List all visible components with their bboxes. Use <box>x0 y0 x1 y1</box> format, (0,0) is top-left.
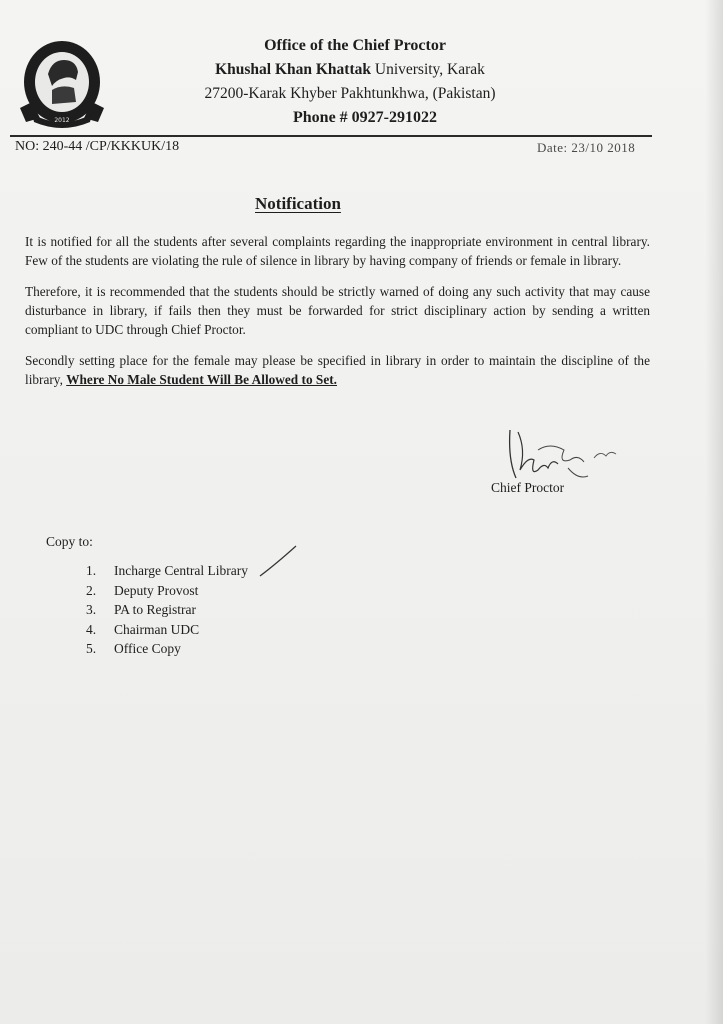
paragraph-3-emphasis: Where No Male Student Will Be Allowed to Set. <box>66 372 337 387</box>
phone-number: Phone # 0927-291022 <box>293 109 437 126</box>
paragraph-1: It is notified for all the students after several complaints regarding the inappropriate environment in central library. Few of the students are violating the rule of silence in library by having company of friends or female in library. <box>25 234 650 268</box>
notice-title: Notification <box>255 194 341 213</box>
list-item: 4. Chairman UDC <box>86 621 200 637</box>
scan-edge-shadow <box>705 0 723 1024</box>
reference-number: NO: 240-44 /CP/KKKUK/18 <box>15 139 180 154</box>
list-item: 2. Deputy Provost <box>86 582 199 598</box>
paragraph-3-lead: Secondly setting place for the female may please be specified in library in order to maintain the discipline of the library, <box>25 353 650 387</box>
paragraph-2: Therefore, it is recommended that the students should be strictly warned of doing any such activity that may cause disturbance in library, if fails then they must be forwarded for strict disciplinary action by sending a written compliant to UDC through Chief Proctor. <box>25 284 650 337</box>
list-item: 1. Incharge Central Library <box>86 563 248 578</box>
university-logo <box>18 30 110 130</box>
logo-year: 2012 <box>54 117 70 124</box>
list-item: 5. Office Copy <box>86 641 181 656</box>
list-item: 3. PA to Registrar <box>86 602 197 617</box>
signatory-title: Chief Proctor <box>491 480 565 495</box>
copy-to-heading: Copy to: <box>46 534 93 549</box>
address: 27200-Karak Khyber Pakhtunkhwa, (Pakistan) <box>204 85 496 102</box>
handwritten-tick-mark <box>258 544 298 580</box>
notice-body <box>25 232 650 401</box>
copy-to-list <box>86 561 248 659</box>
issue-date: Date: 23/10 2018 <box>537 140 636 155</box>
letterhead <box>150 34 550 130</box>
university-name <box>150 58 550 82</box>
university-name-rest: University, Karak <box>374 61 485 78</box>
university-name-bold: Khushal Khan Khattak <box>215 61 371 78</box>
header-divider <box>10 135 652 137</box>
paragraph-3 <box>25 351 650 389</box>
office-name: Office of the Chief Proctor <box>264 37 446 54</box>
